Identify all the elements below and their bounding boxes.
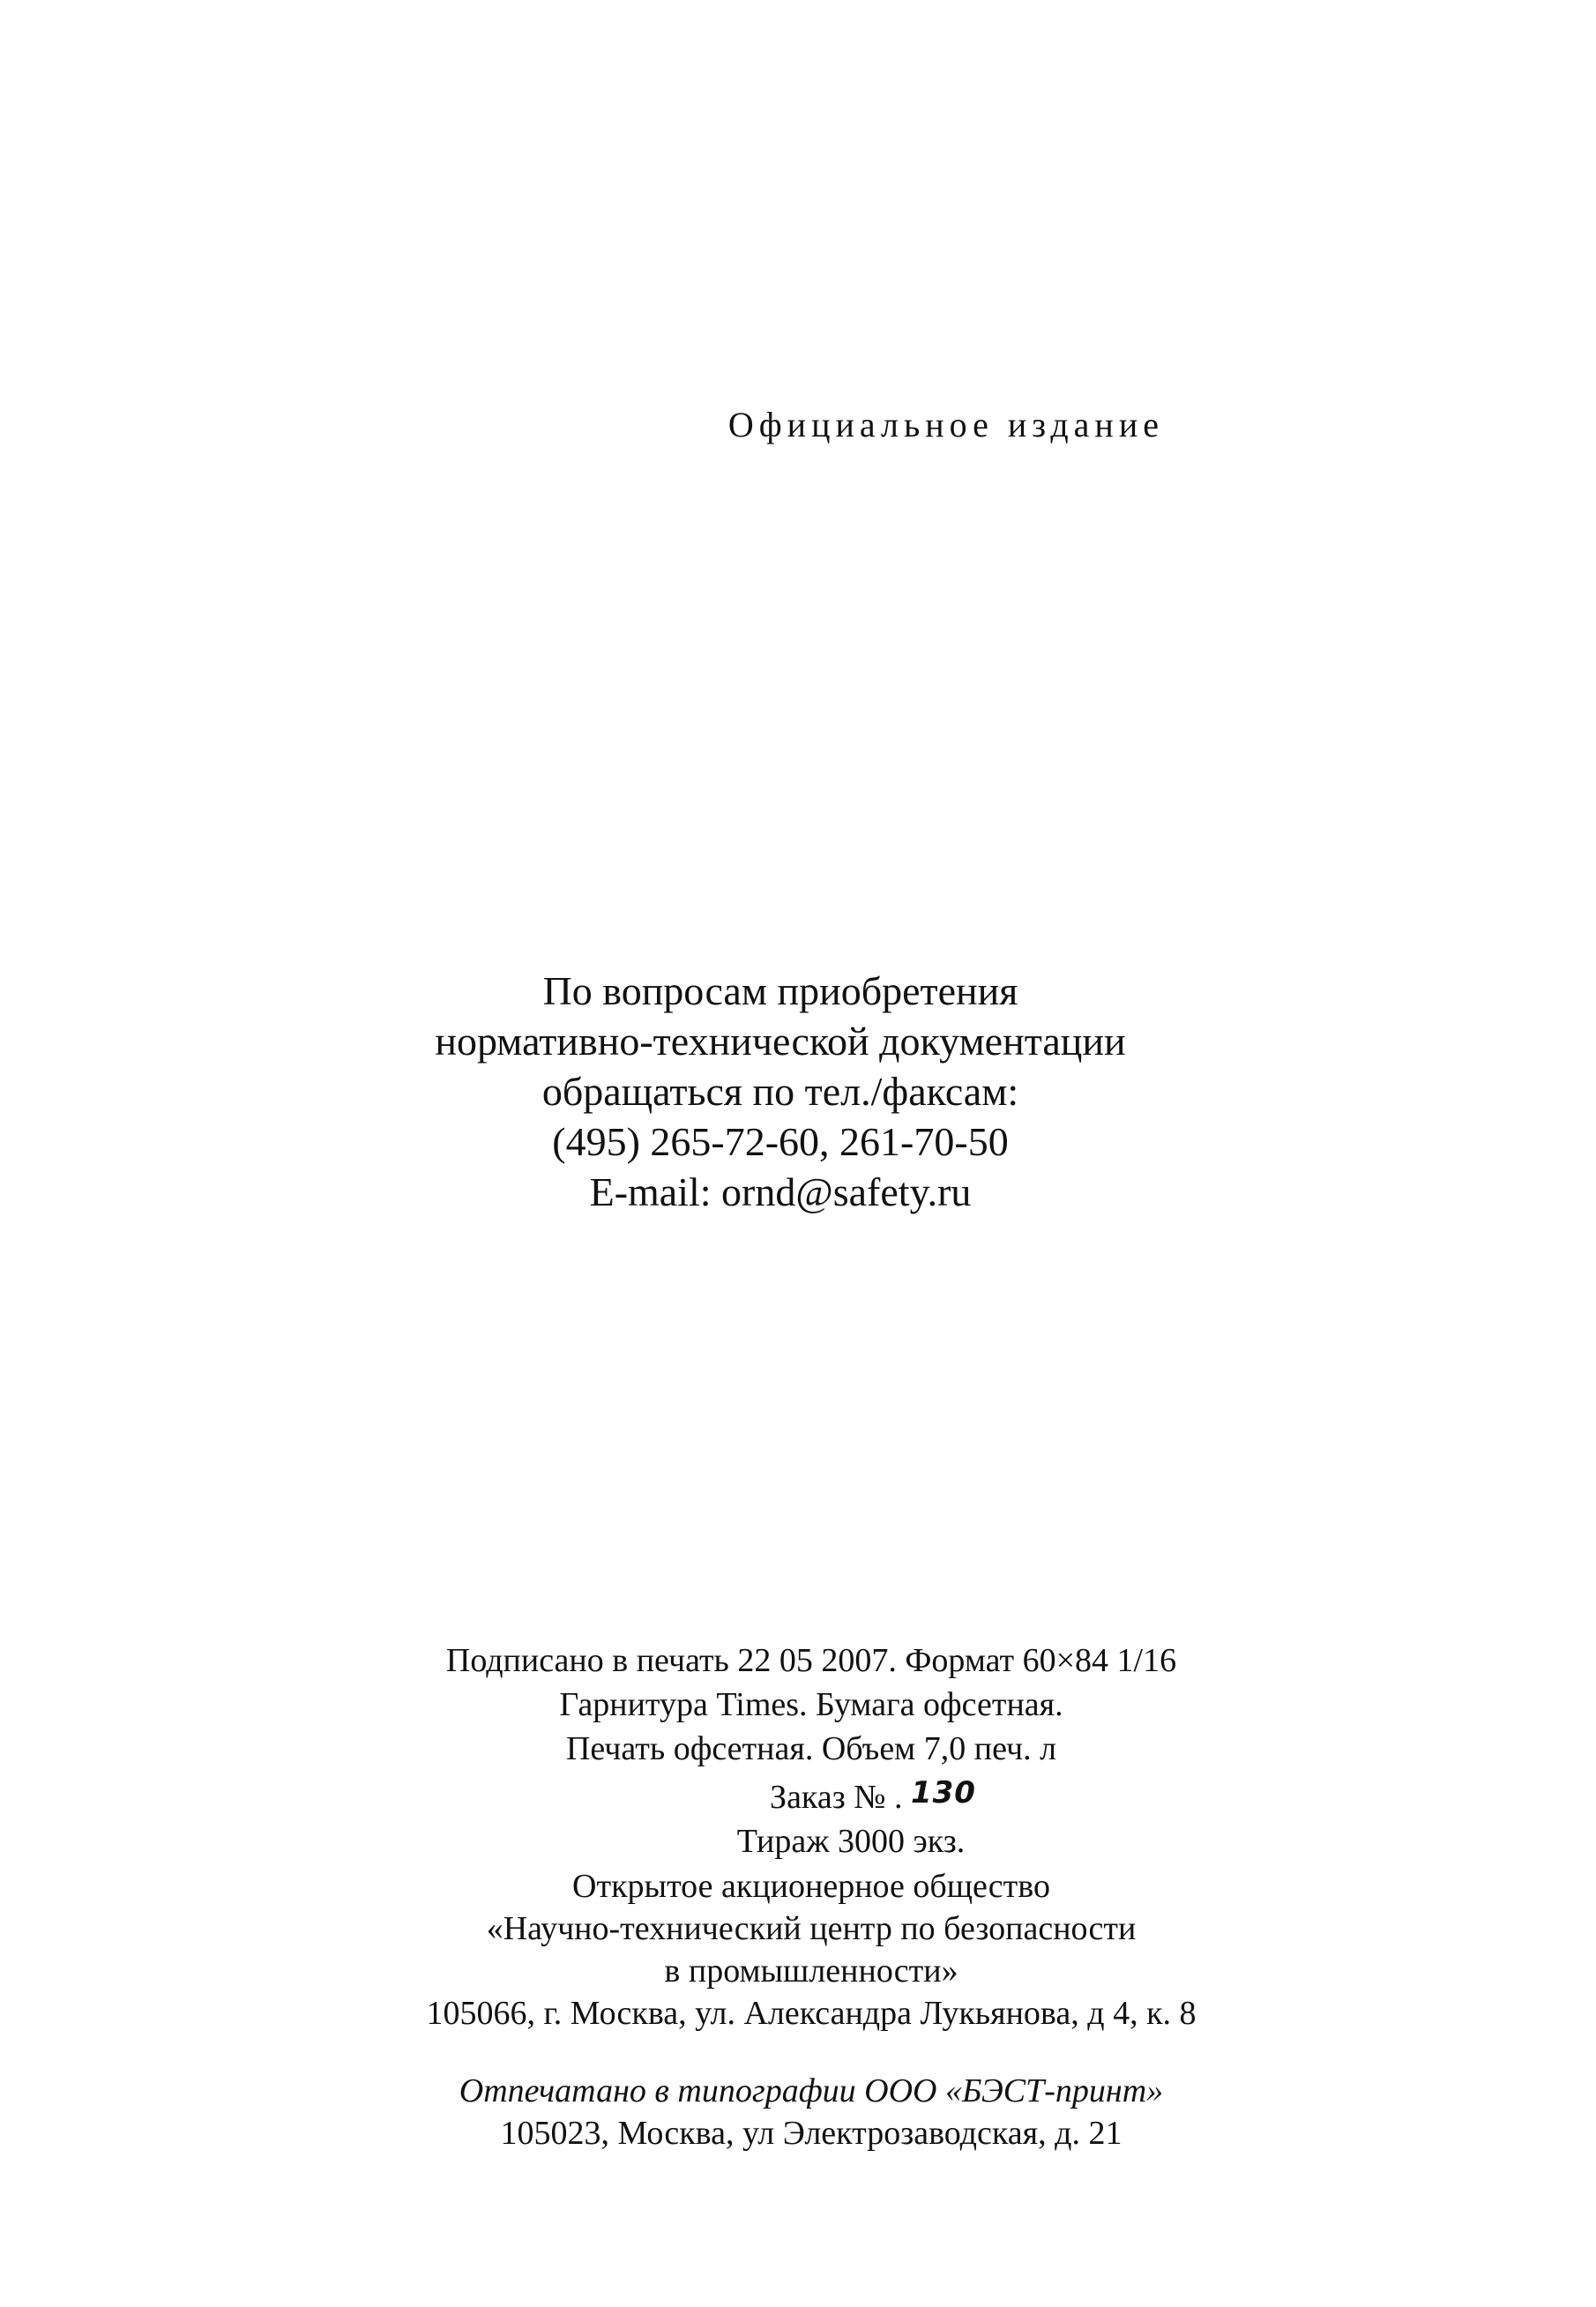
- order-label: Заказ № .: [770, 1779, 911, 1816]
- publisher-line: в промышленности»: [664, 1952, 958, 1990]
- order-number-handwritten: 130: [910, 1775, 976, 1811]
- imprint-signed: Подписано в печать 22 05 2007. Формат 60×84 1/16: [445, 1642, 1177, 1679]
- contact-line: нормативно-технической документации: [435, 1019, 1126, 1064]
- publisher-info: [265, 1865, 1358, 2034]
- printer-name: Отпечатано в типографии ООО «БЭСТ-принт»: [459, 2072, 1164, 2109]
- publisher-line: Открытое акционерное общество: [572, 1868, 1050, 1905]
- printer-info: [265, 2070, 1358, 2154]
- official-edition-label: [132, 404, 1164, 445]
- printer-address: 105023, Москва, ул Электрозаводская, д. 21: [500, 2115, 1122, 2152]
- imprint-printing: Печать офсетная. Объем 7,0 печ. л: [565, 1730, 1057, 1767]
- imprint-print-run: Тираж 3000 экз.: [736, 1823, 966, 1860]
- contact-line: обращаться по тел./факсам:: [541, 1069, 1019, 1114]
- contact-info: [326, 966, 1234, 1217]
- publisher-address: 105066, г. Москва, ул. Александра Лукьянова, д 4, к. 8: [426, 1995, 1197, 2032]
- contact-phone: (495) 265-72-60, 261-70-50: [552, 1119, 1009, 1164]
- publisher-line: «Научно-технический центр по безопасности: [486, 1910, 1137, 1947]
- imprint-details: [265, 1639, 1358, 1863]
- contact-line: По вопросам приобретения: [542, 968, 1018, 1013]
- imprint-typeface: Гарнитура Times. Бумага офсетная.: [559, 1686, 1063, 1723]
- official-edition-text: Официальное издание: [727, 405, 1164, 444]
- contact-email: E-mail: ornd@safety.ru: [589, 1169, 972, 1214]
- imprint-order: [265, 1771, 1358, 1819]
